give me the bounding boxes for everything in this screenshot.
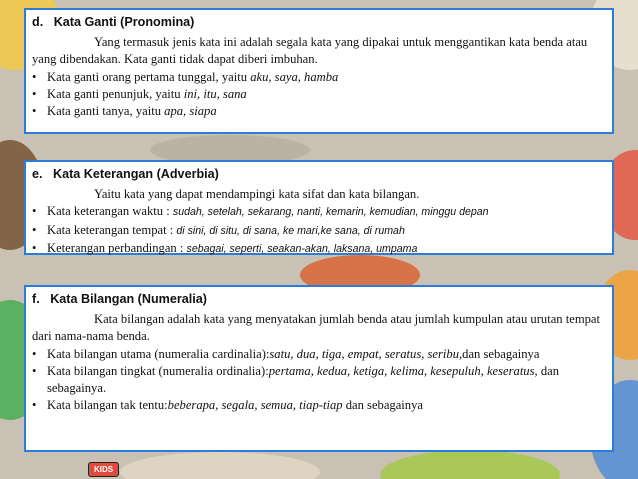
- bullet-examples: sudah, setelah, sekarang, nanti, kemarin, kemudian, minggu depan: [172, 206, 489, 219]
- background-decoration: [380, 450, 560, 479]
- bullet-suffix: dan sebagainya: [342, 398, 423, 413]
- section-f-title: f. Kata Bilangan (Numeralia): [32, 292, 207, 306]
- bullet-label: Kata keterangan tempat :: [47, 222, 177, 237]
- background-decoration: [120, 452, 320, 479]
- list-item: [32, 222, 604, 240]
- bullet-suffix: dan sebagainya: [462, 346, 540, 361]
- bullet-examples: ini, itu, sana: [183, 86, 247, 101]
- section-e-paragraph: Yaitu kata yang dapat mendampingi kata sifat dan kata bilangan.: [94, 187, 420, 202]
- bullet-label: Kata ganti orang pertama tunggal, yaitu: [47, 69, 251, 84]
- list-item: [32, 69, 604, 86]
- section-d-title: d. Kata Ganti (Pronomina): [32, 15, 195, 29]
- bullet-examples: aku, saya, hamba: [250, 69, 339, 84]
- bullet-examples: beberapa, segala, semua, tiap-tiap: [167, 398, 343, 413]
- list-item: [32, 103, 604, 120]
- section-d-list: [32, 69, 604, 121]
- bullet-label: Kata ganti penunjuk, yaitu: [47, 86, 184, 101]
- section-e-title: e. Kata Keterangan (Adverbia): [32, 167, 219, 181]
- list-item: [32, 363, 604, 397]
- section-f-paragraph: Kata bilangan adalah kata yang menyatakan jumlah benda atau jumlah kumpulan atau urutan tempat dari nama-nama benda.: [32, 312, 601, 344]
- bullet-label: Kata bilangan tingkat (numeralia ordinalia):: [47, 363, 269, 378]
- bullet-label: Kata bilangan utama (numeralia cardinalia):: [47, 346, 270, 361]
- bullet-label: Kata bilangan tak tentu:: [47, 398, 168, 413]
- section-f-list: [32, 346, 604, 415]
- bullet-label: Kata ganti tanya, yaitu: [47, 104, 165, 119]
- section-e-card: [24, 160, 614, 255]
- bullet-label: Keterangan perbandingan :: [47, 240, 187, 255]
- bullet-label: Kata keterangan waktu :: [47, 204, 173, 219]
- section-d-paragraph: Yang termasuk jenis kata ini adalah segala kata yang dipakai untuk menggantikan kata benda atau yang dibendakan. Kata ganti tidak dapat diberi imbuhan.: [32, 35, 588, 67]
- list-item: [32, 346, 604, 363]
- bullet-examples: sebagai, seperti, seakan-akan, laksana, umpama: [186, 242, 418, 255]
- bullet-examples: pertama, kedua, ketiga, kelima, kesepuluh, keseratus,: [268, 363, 538, 378]
- bullet-examples: apa, siapa: [164, 104, 217, 119]
- list-item: [32, 240, 604, 258]
- list-item: [32, 86, 604, 103]
- list-item: [32, 203, 604, 221]
- kids-badge: KIDS: [88, 462, 119, 477]
- list-item: [32, 397, 604, 414]
- bullet-examples: di sini, di situ, di sana, ke mari,ke sana, di rumah: [176, 224, 405, 237]
- bullet-examples: satu, dua, tiga, empat, seratus, seribu,: [269, 346, 463, 361]
- section-e-list: [32, 203, 604, 258]
- bullet-suffix: dan sebagainya.: [47, 363, 560, 396]
- section-f-card: [24, 285, 614, 452]
- section-d-card: [24, 8, 614, 134]
